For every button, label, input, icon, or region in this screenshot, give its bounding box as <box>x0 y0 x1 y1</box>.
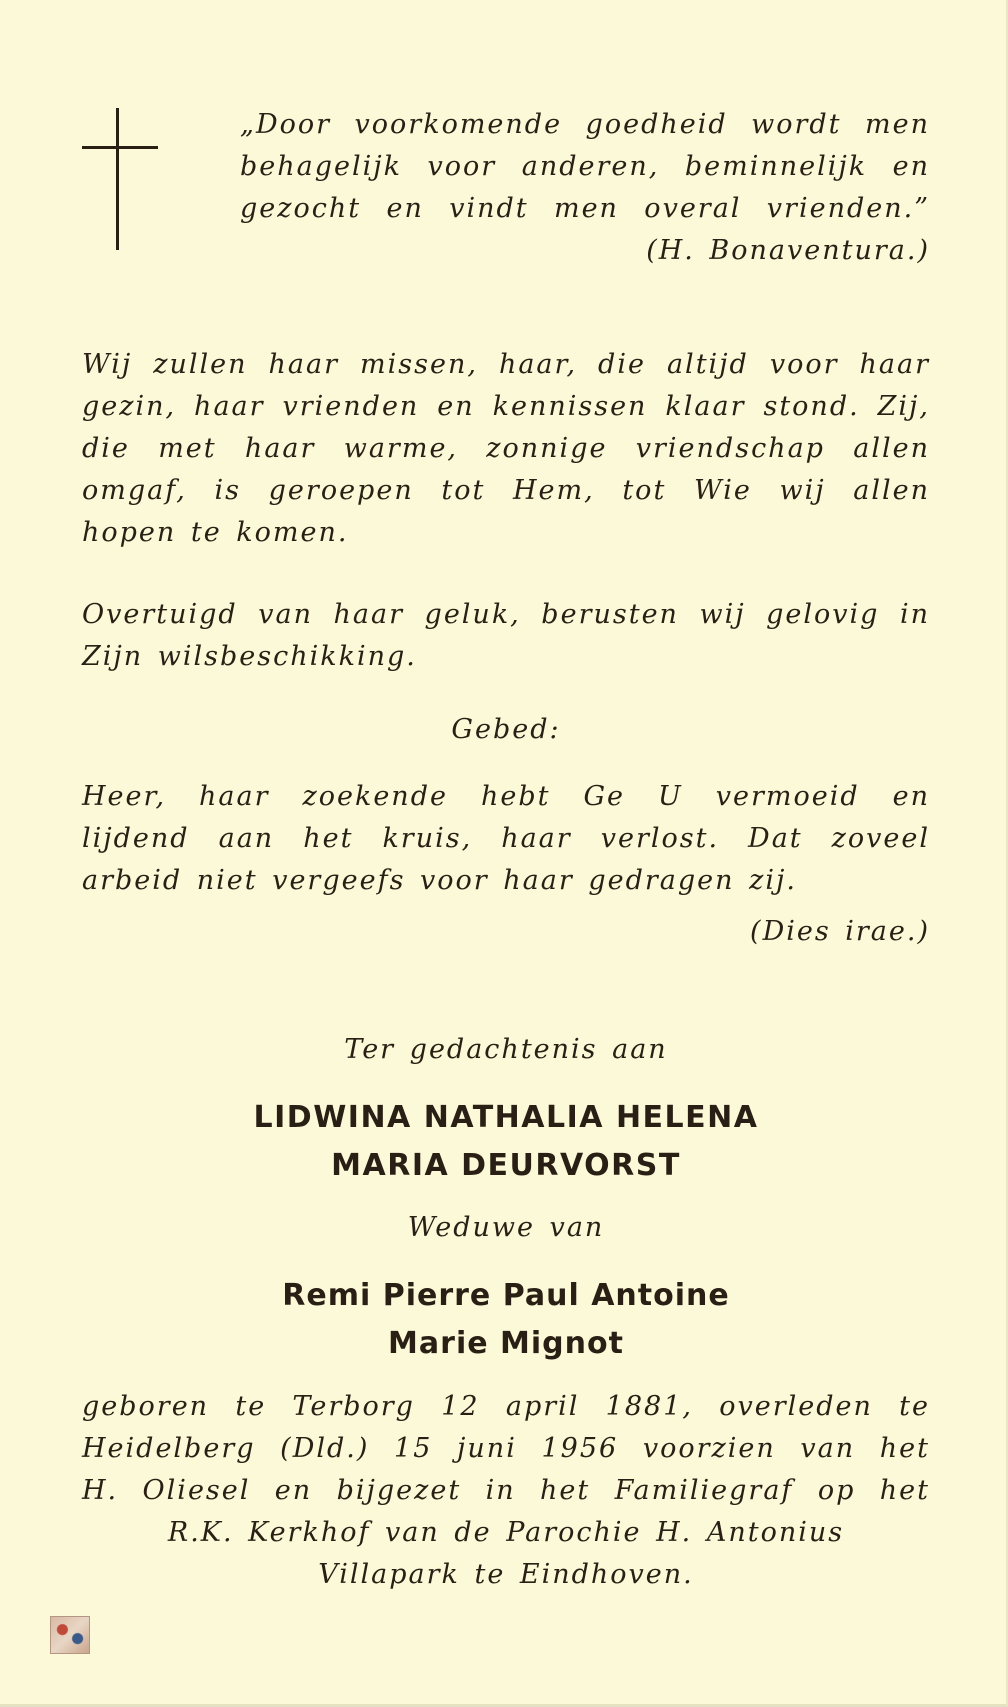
deceased-name-line: MARIA DEURVORST <box>331 1148 681 1183</box>
paragraph-line: die met haar warme, zonnige vriendschap allen <box>82 433 930 464</box>
paragraph-remembrance <box>82 344 930 554</box>
quote-line: „Door voorkomende goedheid wordt men <box>240 109 930 140</box>
paragraph-line: Zijn wilsbeschikking. <box>82 641 417 672</box>
details-line: H. Oliesel en bijgezet in het Familiegraf op het <box>82 1475 930 1506</box>
opening-quote <box>240 104 930 272</box>
paragraph-line: Wij zullen haar missen, haar, die altijd voor haar <box>82 349 930 380</box>
paragraph-line: omgaf, is geroepen tot Hem, tot Wie wij allen <box>82 475 930 506</box>
quote-line: gezocht en vindt men overal vrienden.” <box>240 193 930 224</box>
quote-line: behagelijk voor anderen, beminnelijk en <box>240 151 930 182</box>
paragraph-line: hopen te komen. <box>82 517 349 548</box>
husband-name-line: Remi Pierre Paul Antoine <box>282 1278 730 1313</box>
paragraph-line: Overtuigd van haar geluk, berusten wij gelovig in <box>82 599 930 630</box>
details-line: Villapark te Eindhoven. <box>318 1559 694 1590</box>
details-line: geboren te Terborg 12 april 1881, overleden te <box>82 1391 930 1422</box>
life-details <box>82 1386 930 1596</box>
details-line: Heidelberg (Dld.) 15 juni 1956 voorzien van het <box>82 1433 930 1464</box>
prayer-source: (Dies irae.) <box>750 916 930 947</box>
relation-label: Weduwe van <box>407 1212 605 1243</box>
prayer-text <box>82 776 930 902</box>
quote-source: (H. Bonaventura.) <box>646 235 930 266</box>
paragraph-line: gezin, haar vrienden en kennissen klaar stond. Zij, <box>82 391 930 422</box>
prayer-heading: Gebed: <box>451 714 561 745</box>
details-line: R.K. Kerkhof van de Parochie H. Antonius <box>167 1517 845 1548</box>
prayer-line: arbeid niet vergeefs voor haar gedragen zij. <box>82 865 797 896</box>
deceased-name-line: LIDWINA NATHALIA HELENA <box>253 1100 759 1135</box>
deceased-name <box>82 1094 930 1190</box>
prayer-line: Heer, haar zoekende hebt Ge U vermoeid en <box>82 781 930 812</box>
prayer-line: lijdend aan het kruis, haar verlost. Dat zoveel <box>82 823 930 854</box>
cross-icon <box>82 108 158 250</box>
paragraph-conviction <box>82 594 930 678</box>
husband-name-line: Marie Mignot <box>388 1326 624 1361</box>
husband-name <box>82 1272 930 1368</box>
memorial-intro: Ter gedachtenis aan <box>344 1034 668 1065</box>
seal-icon <box>50 1616 90 1654</box>
